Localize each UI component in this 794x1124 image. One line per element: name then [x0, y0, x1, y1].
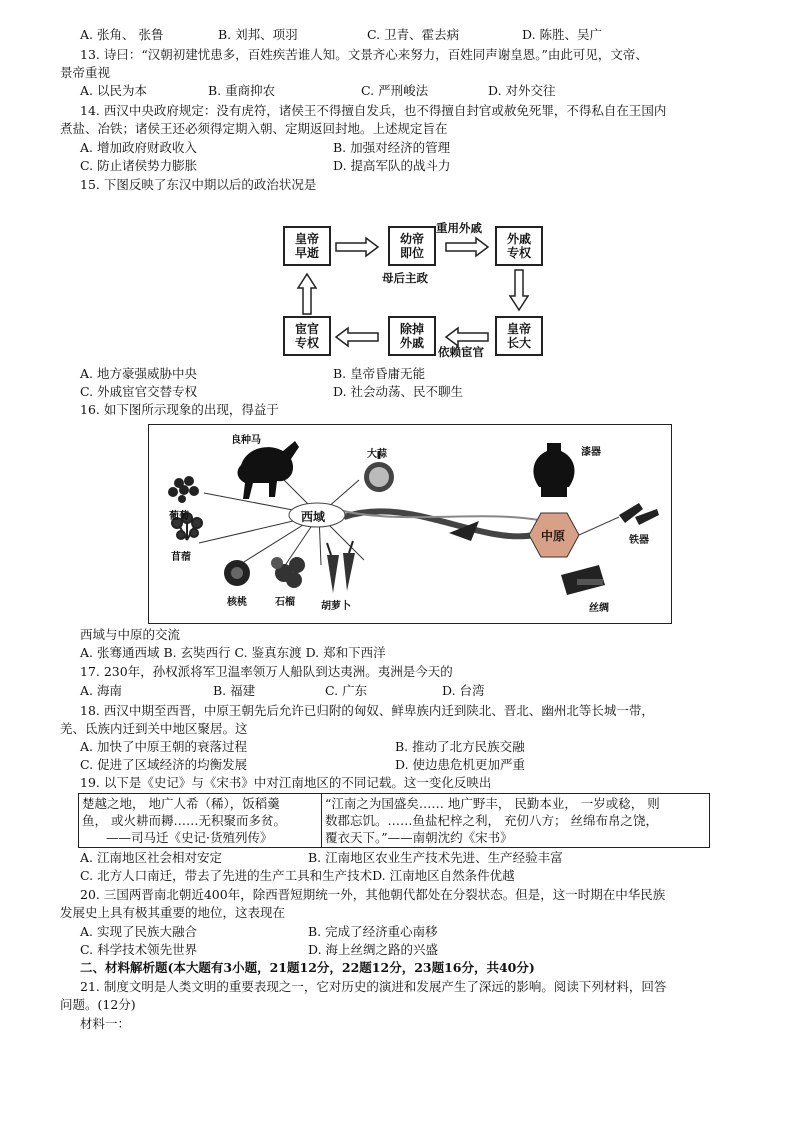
q13-stem-line1: 13. 诗曰：“汉朝初建忧患多，百姓疾苦谁人知。文景齐心来努力，百姓同声谢皇恩。”由此可见，文帝、	[80, 47, 648, 62]
q13-option-a[interactable]: A. 以民为本	[80, 83, 147, 98]
arrow-b2-b3	[446, 238, 488, 256]
flow-box-child-emperor: 幼帝 即位	[388, 226, 436, 266]
label-silk: 丝绸	[589, 603, 609, 614]
q19-shiji-cell: 楚越之地， 地广人希（稀），饭稻羹 鱼， 或火耕而耨……无积聚而多贫。 ——司马迁《史记·货殖列传》	[79, 794, 322, 848]
flow-box-consort-power: 外戚 专权	[495, 226, 543, 266]
q13-option-b[interactable]: B. 重商抑农	[208, 83, 276, 98]
q19-stem: 19. 以下是《史记》与《宋书》中对江南地区的不同记载。这一变化反映出	[80, 775, 492, 790]
arrow-b1-b2	[336, 238, 378, 256]
label-zhongyuan: 中原	[541, 529, 566, 543]
q15-option-a[interactable]: A. 地方豪强威胁中央	[80, 366, 197, 381]
label-carrot: 胡萝卜	[321, 601, 351, 612]
q12-option-a[interactable]: A. 张角、 张鲁	[80, 27, 164, 42]
q14-option-c[interactable]: C. 防止诸侯势力膨胀	[80, 158, 198, 173]
flow-label-empress-rule: 母后主政	[382, 271, 428, 285]
q16-stem: 16. 如下图所示现象的出现，得益于	[80, 402, 279, 417]
q18-stem-line1: 18. 西汉中期至西晋，中原王朝先后允许已归附的匈奴、鲜卑族内迁到陕北、晋北、幽州北等长城一带，	[80, 703, 654, 718]
q21-material-1: 材料一：	[80, 1016, 131, 1031]
carrot-icon	[327, 541, 355, 593]
q15-option-d[interactable]: D. 社会动荡、民不聊生	[333, 384, 464, 399]
q20-option-a[interactable]: A. 实现了民族大融合	[80, 924, 197, 939]
flow-label-use-consort: 重用外戚	[436, 221, 482, 235]
q12-option-b[interactable]: B. 刘邦、项羽	[218, 27, 298, 42]
q18-stem-line2: 羌、氐族内迁到关中地区聚居。这	[60, 721, 248, 736]
q17-option-a[interactable]: A. 海南	[80, 683, 122, 698]
label-walnut: 核桃	[227, 597, 247, 608]
flow-box-emperor-dies: 皇帝 早逝	[283, 226, 331, 266]
q15-stem: 15. 下图反映了东汉中期以后的政治状况是	[80, 177, 317, 192]
q15-option-b[interactable]: B. 皇帝昏庸无能	[333, 366, 426, 381]
flow-box-emperor-grows: 皇帝 长大	[495, 316, 543, 356]
q20-option-b[interactable]: B. 完成了经济重心南移	[308, 924, 438, 939]
q16-caption: 西域与中原的交流	[80, 627, 181, 642]
q15-flow-diagram	[270, 218, 550, 363]
label-xiyu: 西域	[301, 510, 326, 524]
q20-stem-line2: 发展史上具有极其重要的地位，这表现在	[60, 905, 286, 920]
q13-stem-line2: 景帝重视	[60, 65, 111, 80]
q21-stem-line1: 21. 制度文明是人类文明的重要表现之一，它对历史的演进和发展产生了深远的影响。阅读下列材料，回答	[80, 979, 667, 994]
grape-icon	[168, 476, 199, 503]
label-pomegranate: 石榴	[275, 597, 295, 608]
q17-option-c[interactable]: C. 广东	[325, 683, 368, 698]
arrow-b3-b4	[510, 270, 528, 310]
label-lacquer: 漆器	[581, 447, 601, 458]
label-grape: 葡萄	[169, 511, 189, 522]
silk-icon	[561, 565, 605, 595]
q14-option-b[interactable]: B. 加强对经济的管理	[333, 140, 451, 155]
q19-option-c-d[interactable]: C. 北方人口南迁，带去了先进的生产工具和生产技术D. 江南地区自然条件优越	[80, 868, 515, 883]
lacquer-icon	[533, 443, 574, 487]
q14-stem-line2: 煮盐、冶铁；诸侯王还必须得定期入朝、定期返回封地。上述规定旨在	[60, 121, 448, 136]
section-2-heading: 二、材料解析题(本大题有3小题，21题12分，22题12分，23题16分，共40分)	[80, 960, 535, 975]
q18-option-d[interactable]: D. 使边患危机更加严重	[395, 757, 526, 772]
label-alfalfa: 苜蓿	[171, 552, 191, 563]
flow-box-remove-consort: 除掉 外戚	[388, 316, 436, 356]
q12-option-c[interactable]: C. 卫青、霍去病	[367, 27, 460, 42]
arrow-b6-b1	[298, 274, 316, 314]
flow-box-eunuch-power: 宦官 专权	[283, 316, 331, 356]
q17-option-d[interactable]: D. 台湾	[442, 683, 485, 698]
q16-exchange-figure	[148, 424, 672, 624]
q13-option-c[interactable]: C. 严刑峻法	[361, 83, 429, 98]
q19-source-table	[78, 793, 710, 848]
q15-option-c[interactable]: C. 外戚宦官交替专权	[80, 384, 198, 399]
arrow-b5-b6	[336, 328, 378, 346]
q21-stem-line2: 问题。(12分)	[60, 997, 136, 1012]
q20-option-d[interactable]: D. 海上丝绸之路的兴盛	[308, 942, 439, 957]
walnut-icon	[224, 560, 250, 586]
q20-option-c[interactable]: C. 科学技术领先世界	[80, 942, 198, 957]
q17-option-b[interactable]: B. 福建	[213, 683, 256, 698]
q17-stem: 17. 230年，孙权派将军卫温率领万人船队到达夷洲。夷洲是今天的	[80, 664, 453, 679]
label-garlic: 大蒜	[367, 449, 387, 460]
q14-option-d[interactable]: D. 提高军队的战斗力	[333, 158, 451, 173]
flow-label-rely-eunuch: 依赖宦官	[438, 345, 484, 359]
q18-option-c[interactable]: C. 促进了区域经济的均衡发展	[80, 757, 248, 772]
q19-songshu-cell: “江南之为国盛矣…… 地广野丰， 民勤本业， 一岁或稔， 则 数郡忘饥。……鱼盐杞梓之利， 充仞八方； 丝绵布帛之饶， 覆衣天下。”——南朝沈约《宋书》	[322, 794, 710, 848]
q18-option-a[interactable]: A. 加快了中原王朝的衰落过程	[80, 739, 247, 754]
q19-option-a[interactable]: A. 江南地区社会相对安定	[80, 850, 222, 865]
q14-stem-line1: 14. 西汉中央政府规定：没有虎符，诸侯王不得擅自发兵，也不得擅自封官或赦免死罪，不得私自在王国内	[80, 103, 667, 118]
q14-option-a[interactable]: A. 增加政府财政收入	[80, 140, 197, 155]
horse-icon	[238, 441, 299, 499]
label-horse: 良种马	[231, 435, 261, 446]
q13-option-d[interactable]: D. 对外交往	[488, 83, 556, 98]
q16-options[interactable]: A. 张骞通西域 B. 玄奘西行 C. 鉴真东渡 D. 郑和下西洋	[80, 645, 386, 660]
iron-tools-icon	[619, 503, 659, 525]
q19-option-b[interactable]: B. 江南地区农业生产技术先进、生产经验丰富	[308, 850, 563, 865]
label-iron: 铁器	[629, 535, 649, 546]
q20-stem-line1: 20. 三国两晋南北朝近400年，除西晋短期统一外，其他朝代都处在分裂状态。但是，这一时期在中华民族	[80, 887, 666, 902]
q12-option-d[interactable]: D. 陈胜、吴广	[522, 27, 603, 42]
q18-option-b[interactable]: B. 推动了北方民族交融	[395, 739, 525, 754]
